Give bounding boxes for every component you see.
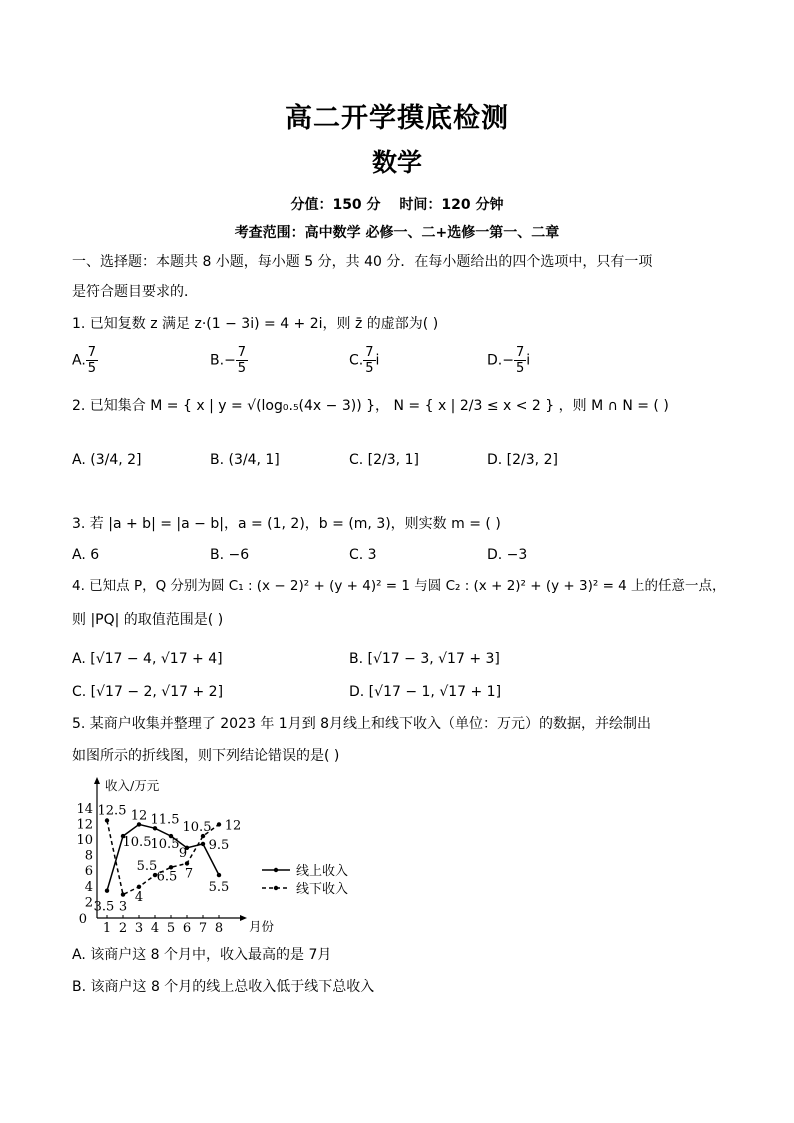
- q3-option-d: D. −3: [487, 547, 528, 563]
- q4-stem-line2: 则 |PQ| 的取值范围是( ): [72, 612, 224, 628]
- data-label: 6.5: [156, 869, 178, 885]
- q2-option-d: D. [2/3, 2]: [487, 452, 558, 468]
- section-intro-line1: 一、选择题：本题共 8 小题，每小题 5 分，共 40 分．在每小题给出的四个选项中，只有一项: [72, 254, 653, 270]
- q1-option-d: [487, 345, 530, 376]
- option-sign: −: [224, 352, 236, 369]
- denominator: 5: [515, 361, 525, 376]
- numerator: 7: [87, 345, 97, 360]
- data-label: 5.5: [208, 880, 230, 896]
- numerator: 7: [515, 345, 525, 360]
- q4-option-c: C. [√17 − 2, √17 + 2]: [72, 684, 224, 700]
- data-label: 11.5: [150, 812, 180, 828]
- data-label: 7: [184, 866, 194, 882]
- denominator: 5: [87, 361, 97, 376]
- data-point: [105, 889, 109, 893]
- origin-label: 0: [78, 912, 87, 927]
- q3-option-b: B. −6: [210, 547, 250, 563]
- option-suffix: i: [375, 352, 380, 369]
- data-point: [121, 892, 125, 896]
- q3-option-a: A. 6: [72, 547, 100, 563]
- q4-option-a: A. [√17 − 4, √17 + 4]: [72, 651, 223, 667]
- q4-option-b: B. [√17 − 3, √17 + 3]: [349, 651, 500, 667]
- q2-option-a: A. (3/4, 2]: [72, 452, 142, 468]
- q5-option-a: A. 该商户这 8 个月中，收入最高的是 7月: [72, 947, 332, 963]
- q5-stem-line2: 如图所示的折线图，则下列结论错误的是( ): [72, 748, 340, 764]
- section-intro-line2: 是符合题目要求的．: [72, 284, 198, 300]
- income-line-chart: [72, 772, 402, 940]
- data-label: 12: [130, 808, 148, 824]
- q2-stem: 2. 已知集合 M = { x | y = √(log₀.₅(4x − 3)) }， N = { x | 2/3 ≤ x < 2 } ，则 M ∩ N = ( ): [72, 398, 669, 414]
- data-label: 4: [134, 889, 144, 905]
- subject-title: 数学: [371, 148, 422, 177]
- data-label: 9: [178, 845, 188, 861]
- x-tick-label: 6: [182, 921, 192, 936]
- q4-stem-line1: 4. 已知点 P，Q 分别为圆 C₁ : (x − 2)² + (y + 4)² = 1 与圆 C₂ : (x + 2)² + (y + 3)² = 4 上的任意一点，: [72, 578, 726, 594]
- q2-stem-suffix: ，则 M ∩ N = ( ): [558, 398, 669, 414]
- data-label: 3: [118, 899, 128, 915]
- x-tick-label: 5: [166, 921, 176, 936]
- x-tick-label: 3: [134, 921, 144, 936]
- denominator: 5: [365, 361, 374, 376]
- q2-set-m: M = { x | y = √(log₀.₅(4x − 3)) }: [150, 398, 376, 414]
- data-point: [185, 861, 189, 865]
- q2-option-b: B. (3/4, 1]: [210, 452, 280, 468]
- data-label: 5.5: [136, 859, 158, 875]
- x-tick-label: 4: [150, 921, 160, 936]
- option-sign: −: [502, 352, 514, 369]
- data-label: 12.5: [97, 803, 127, 819]
- legend-label-online: 线上收入: [296, 864, 349, 879]
- exam-scope: 考查范围：高中数学 必修一、二+选修一第一、二章: [234, 225, 560, 241]
- x-tick-label: 8: [214, 921, 224, 936]
- x-tick-label: 2: [118, 921, 128, 936]
- q1-option-c: [349, 345, 379, 376]
- legend-marker-offline: [274, 886, 278, 890]
- x-tick-label: 7: [198, 921, 208, 936]
- page-title: 高二开学摸底检测: [285, 103, 509, 134]
- q2-stem-prefix: 2. 已知集合: [72, 398, 146, 414]
- option-label: A.: [72, 352, 86, 369]
- data-point: [201, 842, 205, 846]
- fraction: [86, 345, 98, 376]
- data-label: 9.5: [208, 837, 230, 853]
- data-point: [217, 873, 221, 877]
- y-tick-label: 4: [84, 879, 93, 895]
- x-axis-arrow: [240, 915, 247, 921]
- x-tick-label: 1: [102, 921, 112, 936]
- numerator: 7: [237, 345, 247, 360]
- data-label: 3.5: [93, 899, 115, 915]
- fraction: [363, 345, 375, 376]
- q2-set-n: N = { x | 2/3 ≤ x < 2 }: [393, 398, 555, 414]
- option-label: D.: [487, 352, 503, 369]
- fraction: [236, 345, 248, 376]
- y-tick-label: 10: [76, 833, 93, 848]
- data-label: 12: [224, 818, 242, 834]
- y-tick-label: 14: [76, 801, 93, 817]
- q3-stem: 3. 若 |a + b| = |a − b|，a = (1, 2)，b = (m, 3)，则实数 m = ( ): [72, 516, 501, 532]
- data-label: 10.5: [122, 835, 152, 851]
- q1-option-b: [210, 345, 248, 376]
- data-point: [105, 818, 109, 822]
- denominator: 5: [237, 361, 247, 376]
- option-suffix: i: [526, 352, 531, 369]
- numerator: 7: [365, 345, 374, 360]
- q1-option-a: [72, 345, 98, 376]
- q3-option-c: C. 3: [349, 547, 377, 563]
- q5-option-b: B. 该商户这 8 个月的线上总收入低于线下总收入: [72, 979, 375, 995]
- score-time: 分值：150 分 时间：120 分钟: [290, 197, 504, 213]
- legend-marker-online: [274, 868, 278, 872]
- y-axis-label: 收入/万元: [105, 778, 160, 793]
- data-point: [137, 885, 141, 889]
- y-tick-label: 6: [84, 864, 93, 880]
- q5-stem-line1: 5. 某商户收集并整理了 2023 年 1月到 8月线上和线下收入（单位：万元）的数据，并绘制出: [72, 716, 652, 732]
- option-label: B.: [210, 352, 225, 369]
- x-axis-label: 月份: [249, 919, 275, 934]
- option-label: C.: [349, 352, 364, 369]
- q1-stem: 1. 已知复数 z 满足 z·(1 − 3i) = 4 + 2i，则 z̄ 的虚部为( ): [72, 316, 439, 332]
- data-point: [217, 822, 221, 826]
- legend-label-offline: 线下收入: [296, 882, 349, 897]
- y-tick-label: 12: [76, 817, 93, 833]
- y-tick-label: 2: [84, 895, 93, 911]
- data-label: 10.5: [182, 820, 212, 836]
- y-tick-label: 8: [84, 848, 93, 864]
- q2-option-c: C. [2/3, 1]: [349, 452, 419, 468]
- q4-option-d: D. [√17 − 1, √17 + 1]: [349, 684, 502, 700]
- y-axis-arrow: [94, 777, 100, 784]
- fraction: [514, 345, 526, 376]
- data-label: 10.5: [150, 837, 180, 853]
